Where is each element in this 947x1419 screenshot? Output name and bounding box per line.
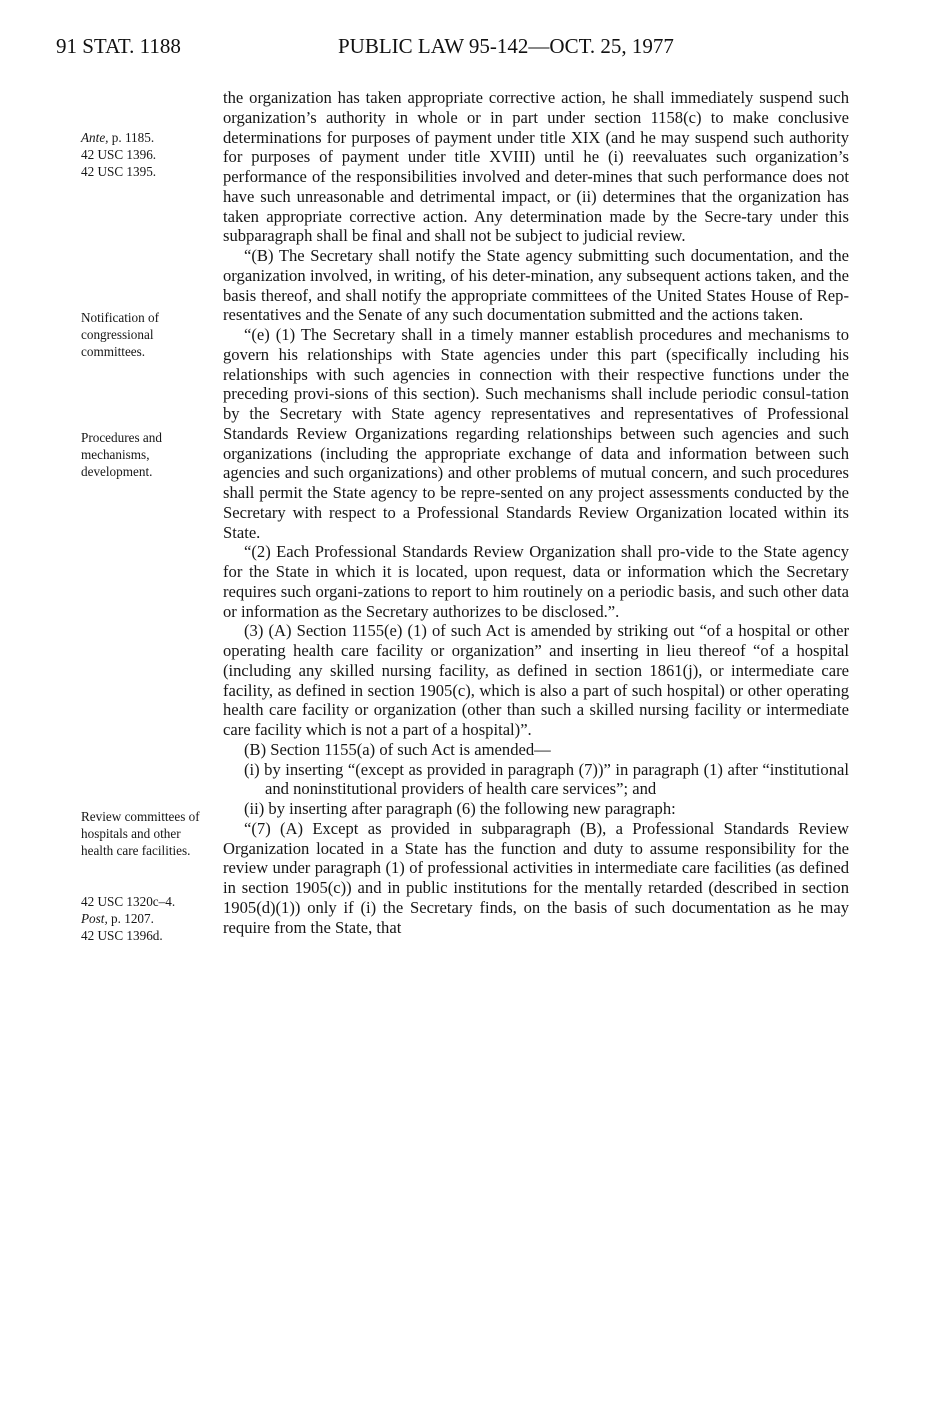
margin-cite-line: 42 USC 1396d.: [81, 928, 163, 943]
margin-citations-1: [81, 129, 209, 180]
page-header: [0, 34, 947, 64]
running-head: PUBLIC LAW 95-142—OCT. 25, 1977: [338, 34, 674, 58]
body-paragraph: (B) Section 1155(a) of such Act is amended—: [244, 739, 551, 759]
body-paragraph: “(e) (1) The Secretary shall in a timely manner establish procedures and mechanisms to govern his relationships with State agencies under this part (specifically including his relationships with such agencies in connection with their respective functions under the preceding provi-sions of this section). Such mechanisms shall include periodic consul-tation by the Secretary with State agency representatives and representatives of Professional Standards Review Organizations regarding relationships between such agencies and such organizations (including the appropriate exchange of data and information between such agencies and such organizations) and other problems of mutual concern, and such procedures shall permit the State agency to be repre-sented on any project assessments conducted by the Secretary with respect to a Professional Standards Review Organization located within its State.: [223, 325, 849, 542]
body-paragraph: (3) (A) Section 1155(e) (1) of such Act is amended by striking out “of a hospital or other operating health care facility or organization” and inserting in lieu thereof “of a hospital (including any skilled nursing facility, as defined in section 1861(j), or intermediate care facility, as defined in section 1905(c), which is also a part of such hospital) or other operating health care facility or organization (other than such a skilled nursing facility or intermediate care facility which is not a part of a hospital)”.: [223, 621, 849, 739]
margin-cite-line: Post, p. 1207.: [81, 911, 154, 926]
margin-note-procedures: Procedures and mechanisms, development.: [81, 430, 162, 479]
body-paragraph: “(2) Each Professional Standards Review Organization shall pro-vide to the State agency for the State in which it is located, upon request, data or information which the Secretary requires such organi-zations to report to him routinely on a periodic basis, and such other data or information as the Secretary authorizes to be disclosed.”.: [223, 542, 849, 621]
body-paragraph: the organization has taken appropriate corrective action, he shall immediately suspend such organization’s authority in whole or in part under section 1158(c) to make conclusive determinations for purposes of payment under title XIX (and he may suspend such authority for purposes of payment under title XVIII) until he (i) reevaluates such organization’s performance of the responsibilities involved and deter-mines that such performance does not have such unreasonable and detrimental impact, or (ii) determines that the organization has taken appropriate corrective action. Any determination made by the Secre-tary under this subparagraph shall be final and shall not be subject to judicial review.: [223, 88, 849, 246]
body-paragraph: “(B) The Secretary shall notify the State agency submitting such documentation, and the organization involved, in writing, of his deter-mination, any subsequent actions taken, and the basis thereof, and shall notify the appropriate committees of the United States House of Rep-resentatives and the Senate of any such documentation submitted and the actions taken.: [223, 246, 849, 325]
margin-cite-line: 42 USC 1395.: [81, 164, 157, 179]
body-paragraph: (ii) by inserting after paragraph (6) the following new paragraph:: [244, 799, 676, 818]
margin-citations-2: [81, 893, 209, 944]
margin-cite-line: Ante, p. 1185.: [81, 130, 155, 145]
margin-cite-line: 42 USC 1396.: [81, 147, 157, 162]
margin-note-review: Review committees of hospitals and other health care facilities.: [81, 809, 200, 858]
body-paragraph: (i) by inserting “(except as provided in paragraph (7))” in paragraph (1) after “institutional and noninstitutional providers of health care services”; and: [244, 759, 849, 799]
margin-note-notification: Notification of congressional committees.: [81, 310, 160, 359]
statute-body: [223, 88, 849, 937]
margin-cite-line: 42 USC 1320c–4.: [81, 894, 176, 909]
body-paragraph: “(7) (A) Except as provided in subparagraph (B), a Professional Standards Review Organization located in a State has the function and duty to assume responsibility for the review under paragraph (1) of professional activities in intermediate care facilities (as defined in section 1905(c)) and in public institutions for the mentally retarded (described in section 1905(d)(1)) only if (i) the Secretary finds, on the basis of such documentation as he may require from the State, that: [223, 818, 849, 937]
page-number: 91 STAT. 1188: [56, 34, 181, 58]
